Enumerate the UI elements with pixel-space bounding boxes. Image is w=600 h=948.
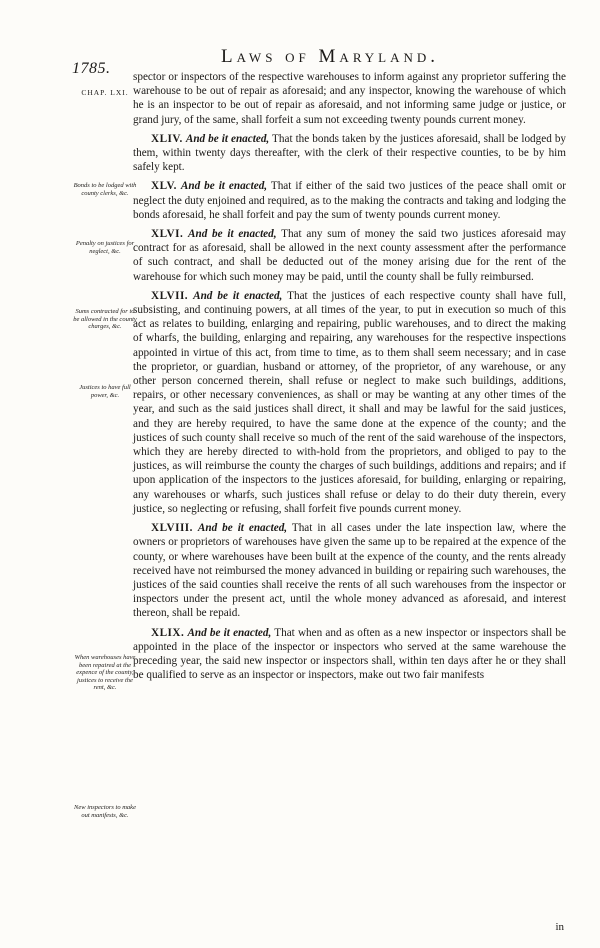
section-text: That the bonds taken by the justices aforesaid, shall be lodged by them, within twenty days thereafter, with the clerk of their respective counties, to be by him safely kept.: [133, 132, 567, 174]
section-number: XLVIII.: [151, 522, 193, 535]
margin-note-44: Bonds to be lodged with county clerks, &c.: [73, 182, 137, 197]
enacting-clause: And be it enacted,: [187, 626, 272, 639]
section-49: [133, 626, 566, 683]
enacting-clause: And be it enacted,: [197, 522, 288, 535]
margin-note-46: Sums contracted for to be allowed in the county charges, &c.: [73, 308, 137, 330]
margin-note-49: New inspectors to make out manifests, &c.: [74, 804, 136, 819]
margin-note-chapter: CHAP. LXI.: [81, 88, 129, 97]
section-text: That when and as often as a new inspector or inspectors shall be appointed in the place of the inspector or inspectors who served at the same warehouse the preceding year, the said new inspector or inspectors shall, within ten days after he or they shall be qualified to serve as an inspector or inspectors, make out two fair manifests: [133, 626, 566, 682]
enacting-clause: And be it enacted,: [180, 180, 268, 193]
section-45: [133, 179, 566, 222]
catchword: in: [555, 921, 564, 933]
continued-paragraph: spector or inspectors of the respective warehouses to inform against any proprietor suffering the warehouse to be out of repair as aforesaid; and any inspector, knowing the warehouse of which he is an inspector to be out of repair as aforesaid, and not informing same judge or justice, or grand jury, of the same, shall forfeit a sum not exceeding twenty pounds current money.: [133, 71, 566, 126]
section-text: That any sum of money the said two justices aforesaid may contract for as aforesaid, shall be allowed in the next county assessment after the performance of such contract, and shall be deducted out of the money arising due for the rent of the warehouse for which such money may be paid, until the county shall be fully reimbursed.: [133, 228, 567, 283]
section-number: XLVI.: [151, 228, 184, 241]
running-title: Laws of Maryland.: [220, 46, 440, 67]
section-number: XLV.: [151, 180, 177, 193]
section-number: XLVII.: [151, 289, 189, 302]
section-44: [133, 132, 566, 175]
section-text: That if either of the said two justices of the peace shall omit or neglect the duty enjoined and required, as to the making the contracts and taking and lodging the bonds aforesaid, he shall forfeit and pay the sum of twenty pounds current money.: [133, 180, 566, 221]
section-48: [133, 521, 566, 620]
margin-note-47: Justices to have full power, &c.: [79, 384, 131, 399]
section-46: [133, 227, 566, 284]
margin-note-48: When warehouses have been repaired at the expence of the county, justices to receive the rent, &c.: [74, 654, 136, 691]
body-text: [133, 70, 566, 687]
section-text: That in all cases under the late inspection law, where the owners or proprietors of warehouses have given the same up to be repaired at the expence of the county, or where warehouses have been built at the expence of the county, and the rents already received have not reimbursed the money advanced in building or repairing such warehouses, the justices of the said counties shall receive the rents of all such warehouses from the inspector or inspectors under the present act, until the whole money advanced as aforesaid, and interest thereon, shall be repaid.: [133, 522, 566, 620]
section-number: XLIX.: [151, 626, 185, 639]
section-number: XLIV.: [151, 132, 183, 145]
section-text: That the justices of each respective county shall have full, subsisting, and continuing powers, at all times of the year, to put in execution so much of this act as relates to building, enlarging and repairing, public warehouses, and to direct the making of wharfs, the building, enlarging and repairing, any warehouses for the respective inspections appointed in virtue of this act, from time to time, as to them shall seem necessary; and in case the proprietor, or guardian, husband or attorney, of the proprietor, of any warehouse, or any other person concerned therein, shall refuse or neglect to make such buildings, additions, repairs, or other necessary conveniences, as shall or may be wanting at any other times of the year, and such as the said justices shall direct, it shall and may be lawful for the said justices, and they are hereby required, to have the same done at the expence of the county; and the justices of such county shall receive so much of the rent of the said warehouse of the inspectors, which they are hereby directed to with-hold from the proprietors, and obliged to pay to the justices, as will reimburse the county the charges of such buildings, additions and repairs; and if upon application of the inspectors to the justices aforesaid, for building, enlarging or repairing, any warehouses or wharfs, such justices shall refuse or delay to do their duty therein, every justice, so neglecting or refusing, shall forfeit five pounds current money.: [133, 289, 566, 515]
enacting-clause: And be it enacted,: [193, 289, 283, 302]
enacting-clause: And be it enacted,: [188, 228, 277, 241]
margin-note-45: Penalty on justices for neglect, &c.: [75, 240, 135, 255]
enacting-clause: And be it enacted,: [185, 132, 270, 145]
section-47: [133, 289, 566, 516]
page-year: 1785.: [72, 60, 111, 77]
